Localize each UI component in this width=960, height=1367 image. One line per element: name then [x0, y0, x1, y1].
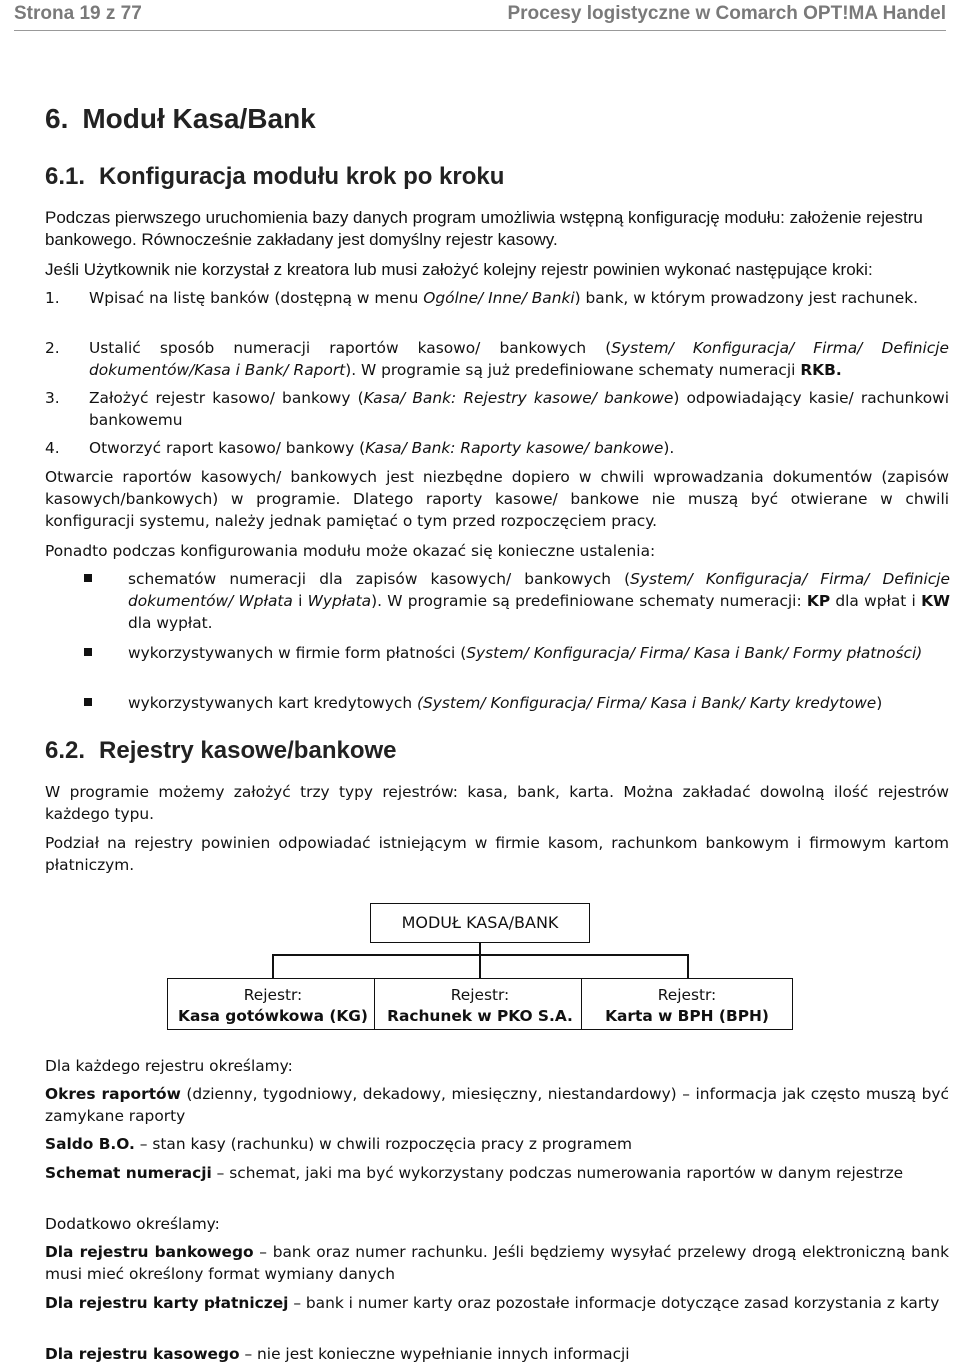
bullet-item-1	[90, 568, 950, 634]
opening-paragraph: Otwarcie raportów kasowych/ bankowych jest niezbędne dopiero w chwili wprowadzania dokumentów (zapisów kasowych/bankowych) w programie. Dlatego raporty kasowe/ bankowe nie muszą być otwierane w chwili konfiguracji systemu, należy jednak pamiętać o tym przed rozpoczęciem pracy.	[45, 468, 949, 530]
step-item-3	[45, 387, 949, 431]
page-header	[14, 0, 946, 28]
step-number: 4.	[45, 439, 60, 457]
step-number: 2.	[45, 339, 60, 357]
page-number: Strona 19 z 77	[14, 3, 142, 24]
register-label: Rejestr:	[657, 986, 717, 1004]
definition-term: Dla rejestru kasowego	[45, 1345, 240, 1363]
intro-paragraph: Podczas pierwszego uruchomienia bazy danych program umożliwia wstępną konfigurację modułu: założenie rejestru bankowego. Równocześnie zakładany jest domyślny rejestr kasowy.	[45, 208, 923, 249]
menu-path: System/ Konfiguracja/ Firma/ Definicje dokumentów/ Wpłata	[128, 570, 950, 610]
bullet-text: dla wpłat i	[830, 592, 922, 610]
header-rule	[14, 30, 946, 31]
split-paragraph: Podział na rejestry powinien odpowiadać istniejącym w firmie kasom, rachunkom bankowym i firmowym kartom płatniczym.	[45, 834, 949, 874]
chapter-number: 6.	[45, 103, 69, 134]
step-number: 3.	[45, 389, 60, 407]
diagram-connector	[479, 954, 481, 978]
definition-text: – nie jest konieczne wypełnianie innych informacji	[239, 1345, 630, 1363]
menu-path: Kasa/ Bank: Rejestry kasowe/ bankowe	[363, 389, 674, 407]
menu-path: (System/ Konfiguracja/ Firma/ Kasa i Bank/ Karty kredytowe	[416, 694, 877, 712]
register-label: Rejestr:	[243, 986, 303, 1004]
definition-term: Saldo B.O.	[45, 1135, 135, 1153]
register-label: Rejestr:	[450, 986, 510, 1004]
scheme-code: KW	[921, 592, 950, 610]
bullet-item-2	[90, 642, 950, 664]
section-heading-6-2	[45, 737, 397, 765]
step-item-4	[45, 437, 949, 459]
section-title: Rejestry kasowe/bankowe	[99, 737, 397, 764]
step-text: ) bank, w którym prowadzony jest rachunek.	[574, 289, 919, 307]
bullet-text: dla wypłat.	[128, 614, 213, 632]
step-number: 1.	[45, 289, 60, 307]
definition-term: Okres raportów	[45, 1085, 181, 1103]
step-text: Wpisać na listę banków (dostępną w menu	[89, 289, 424, 307]
diagram-connector	[272, 954, 274, 978]
menu-path: Wypłata	[307, 592, 372, 610]
diagram-connector	[479, 942, 481, 954]
register-name: Kasa gotówkowa (KG)	[178, 1007, 368, 1025]
menu-path: System/ Konfiguracja/ Firma/ Kasa i Bank/ Formy płatności)	[466, 644, 923, 662]
step-text: ).	[663, 439, 675, 457]
step-item-2	[45, 337, 949, 381]
diagram-register-karta	[581, 978, 793, 1030]
diagram-register-kasa	[167, 978, 379, 1030]
register-name: Rachunek w PKO S.A.	[387, 1007, 573, 1025]
definition-bank-register	[45, 1241, 949, 1285]
definition-term: Schemat numeracji	[45, 1164, 212, 1182]
step-text: Otworzyć raport kasowo/ bankowy (	[89, 439, 366, 457]
section-title: Konfiguracja modułu krok po kroku	[99, 163, 505, 190]
chapter-heading	[45, 103, 316, 135]
scheme-code: KP	[806, 592, 831, 610]
types-paragraph: W programie możemy założyć trzy typy rejestrów: kasa, bank, karta. Można zakładać dowolną ilość rejestrów każdego typu.	[45, 783, 949, 823]
definition-card-register	[45, 1292, 949, 1314]
section-heading-6-1	[45, 163, 504, 191]
bullet-item-3	[90, 692, 950, 714]
bullet-marker	[84, 574, 92, 582]
document-title: Procesy logistyczne w Comarch OPT!MA Handel	[507, 3, 946, 24]
bullet-text: ). W programie są predefiniowane schematy numeracji:	[371, 592, 807, 610]
diagram-connector	[687, 954, 689, 978]
definition-text: – bank oraz numer rachunku. Jeśli będziemy wysyłać przelewy drogą elektroniczną bank musi mieć określony format wymiany danych	[45, 1243, 949, 1283]
bullet-text: i	[292, 592, 308, 610]
definition-term: Dla rejestru karty płatniczej	[45, 1294, 289, 1312]
step-text: ). W programie są już predefiniowane schematy numeracji	[345, 361, 801, 379]
section-number: 6.2.	[45, 737, 86, 764]
bullet-marker	[84, 698, 92, 706]
register-name: Karta w BPH (BPH)	[605, 1007, 769, 1025]
definition-text: – bank i numer karty oraz pozostałe informacje dotyczące zasad korzystania z karty	[288, 1294, 940, 1312]
for-each-heading: Dla każdego rejestru określamy:	[45, 1057, 293, 1075]
definition-period	[45, 1083, 949, 1127]
menu-path: Ogólne/ Inne/ Banki	[423, 289, 575, 307]
definition-text: – schemat, jaki ma być wykorzystany podczas numerowania raportów w danym rejestrze	[211, 1164, 904, 1182]
menu-path: Kasa/ Bank: Raporty kasowe/ bankowe	[365, 439, 664, 457]
step-text: Ustalić sposób numeracji raportów kasowo/ bankowych (	[89, 339, 612, 357]
diagram-register-bank	[374, 978, 586, 1030]
definition-balance	[45, 1133, 949, 1155]
additionally-heading: Dodatkowo określamy:	[45, 1215, 220, 1233]
scheme-code: RKB.	[800, 361, 842, 379]
section-number: 6.1.	[45, 163, 86, 190]
bullet-text: wykorzystywanych w firmie form płatności (	[128, 644, 467, 662]
definition-text: – stan kasy (rachunku) w chwili rozpoczęcia pracy z programem	[134, 1135, 633, 1153]
chapter-title: Moduł Kasa/Bank	[82, 103, 316, 134]
menu-path: System/ Konfiguracja/ Firma/ Definicje dokumentów/Kasa i Bank/ Raport	[89, 339, 949, 379]
definition-scheme	[45, 1162, 949, 1184]
bullet-text: schematów numeracji dla zapisów kasowych/ bankowych (	[128, 570, 631, 588]
definition-cash-register	[45, 1343, 949, 1365]
intro-steps-lead: Jeśli Użytkownik nie korzystał z kreatora lub musi założyć kolejny rejestr powinien wykonać następujące kroki:	[45, 260, 873, 279]
definition-text: (dzienny, tygodniowy, dekadowy, miesięczny, niestandardowy) – informacja jak często muszą być zamykane raporty	[45, 1085, 950, 1125]
bullet-marker	[84, 648, 92, 656]
step-item-1	[45, 287, 949, 309]
bullet-text: )	[876, 694, 883, 712]
also-paragraph: Ponadto podczas konfigurowania modułu może okazać się konieczne ustalenia:	[45, 542, 656, 560]
step-text: ) odpowiadający kasie/ rachunkowi bankowemu	[89, 389, 949, 429]
definition-term: Dla rejestru bankowego	[45, 1243, 254, 1261]
diagram-root-box: MODUŁ KASA/BANK	[370, 903, 590, 943]
bullet-text: wykorzystywanych kart kredytowych	[128, 694, 417, 712]
step-text: Założyć rejestr kasowo/ bankowy (	[89, 389, 364, 407]
